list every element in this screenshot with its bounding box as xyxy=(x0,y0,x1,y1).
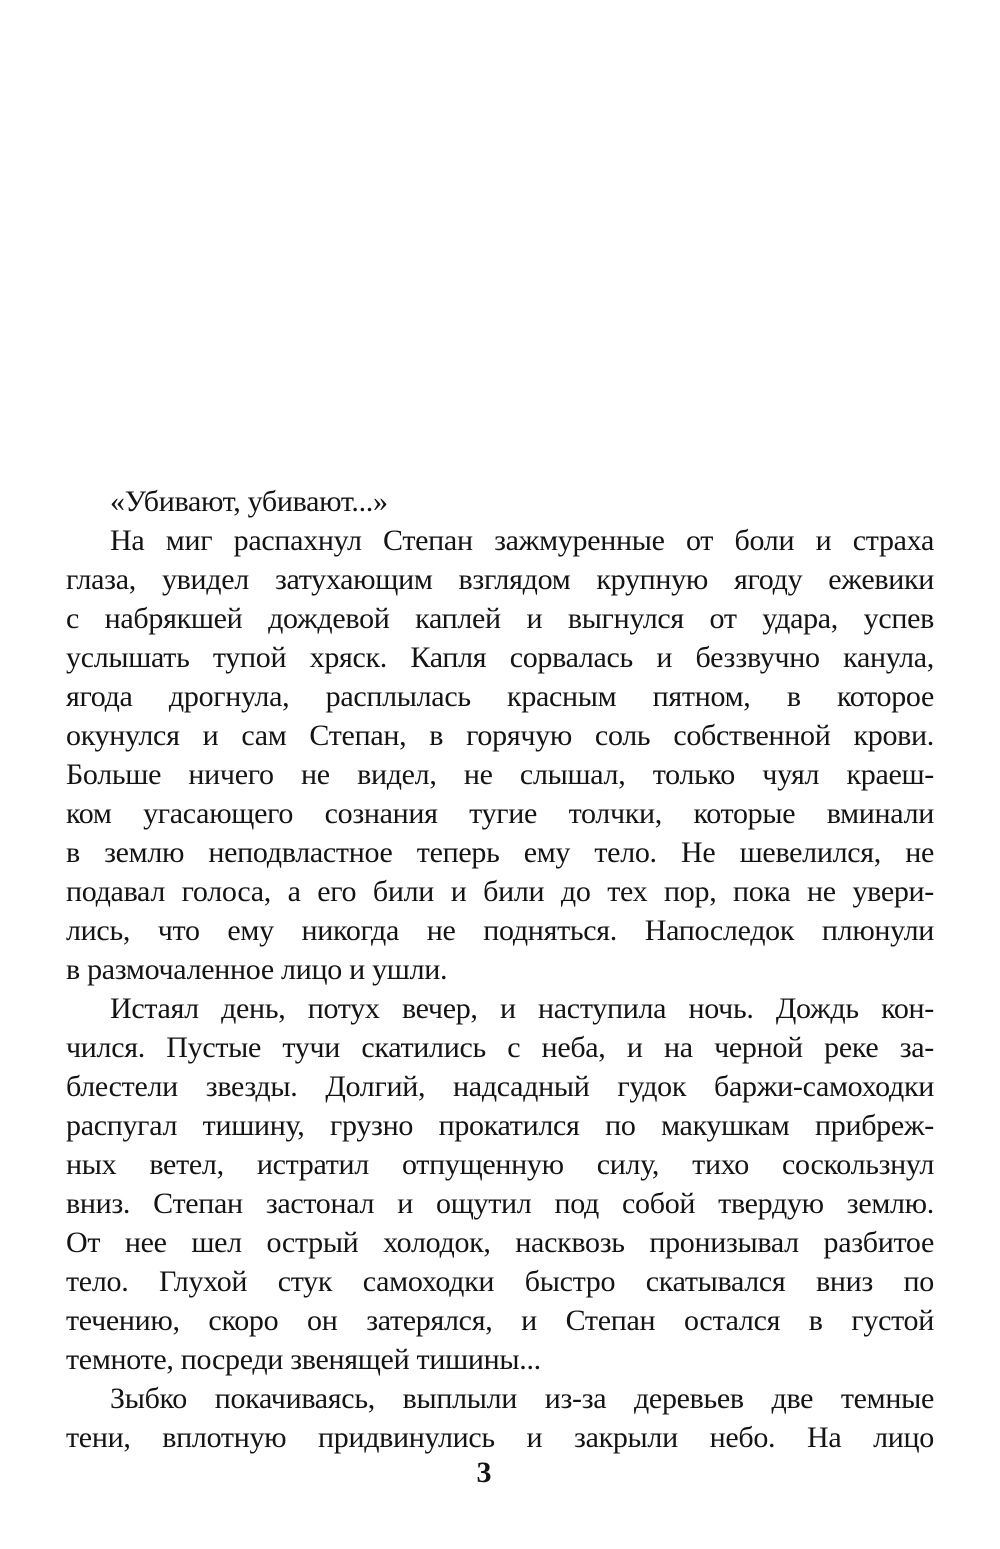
text-line: ком угасающего сознания тугие толчки, которые вминали xyxy=(66,797,934,830)
text-line: чился. Пустые тучи скатились с неба, и на черной реке за- xyxy=(66,1031,934,1064)
text-line: лись, что ему никогда не подняться. Напоследок плюнули xyxy=(66,914,934,947)
text-line: «Убивают, убивают...» xyxy=(110,485,388,518)
text-line: ягода дрогнула, расплылась красным пятном, в которое xyxy=(66,680,934,713)
text-line: ных ветел, истратил отпущенную силу, тихо соскользнул xyxy=(66,1148,934,1181)
text-line: подавал голоса, а его били и били до тех пор, пока не увери- xyxy=(66,875,934,908)
text-line: На миг распахнул Степан зажмуренные от боли и страха xyxy=(110,524,934,557)
text-line: течению, скоро он затерялся, и Степан остался в густой xyxy=(66,1304,934,1337)
page-number: 3 xyxy=(476,1456,492,1489)
text-line: в землю неподвластное теперь ему тело. Не шевелился, не xyxy=(66,836,934,869)
text-line: вниз. Степан застонал и ощутил под собой твердую землю. xyxy=(66,1187,934,1220)
text-line: Зыбко покачиваясь, выплыли из-за деревьев две темные xyxy=(110,1382,934,1415)
text-line: распугал тишину, грузно прокатился по макушкам прибреж- xyxy=(66,1109,934,1142)
text-block xyxy=(66,482,934,1457)
text-line: в размочаленное лицо и ушли. xyxy=(66,953,448,986)
text-line: Больше ничего не видел, не слышал, только чуял краеш- xyxy=(66,758,934,791)
text-line: темноте, посреди звенящей тишины... xyxy=(66,1343,541,1376)
text-line: Истаял день, потух вечер, и наступила ночь. Дождь кон- xyxy=(110,992,934,1025)
text-line: тени, вплотную придвинулись и закрыли небо. На лицо xyxy=(66,1421,934,1454)
text-line: окунулся и сам Степан, в горячую соль собственной крови. xyxy=(66,719,934,752)
text-line: глаза, увидел затухающим взглядом крупную ягоду ежевики xyxy=(66,563,934,596)
text-line: тело. Глухой стук самоходки быстро скатывался вниз по xyxy=(66,1265,934,1298)
text-line: с набрякшей дождевой каплей и выгнулся от удара, успев xyxy=(66,602,934,635)
text-line: От нее шел острый холодок, насквозь пронизывал разбитое xyxy=(66,1226,934,1259)
text-line: блестели звезды. Долгий, надсадный гудок баржи-самоходки xyxy=(66,1070,934,1103)
text-line: услышать тупой хряск. Капля сорвалась и беззвучно канула, xyxy=(66,641,934,674)
